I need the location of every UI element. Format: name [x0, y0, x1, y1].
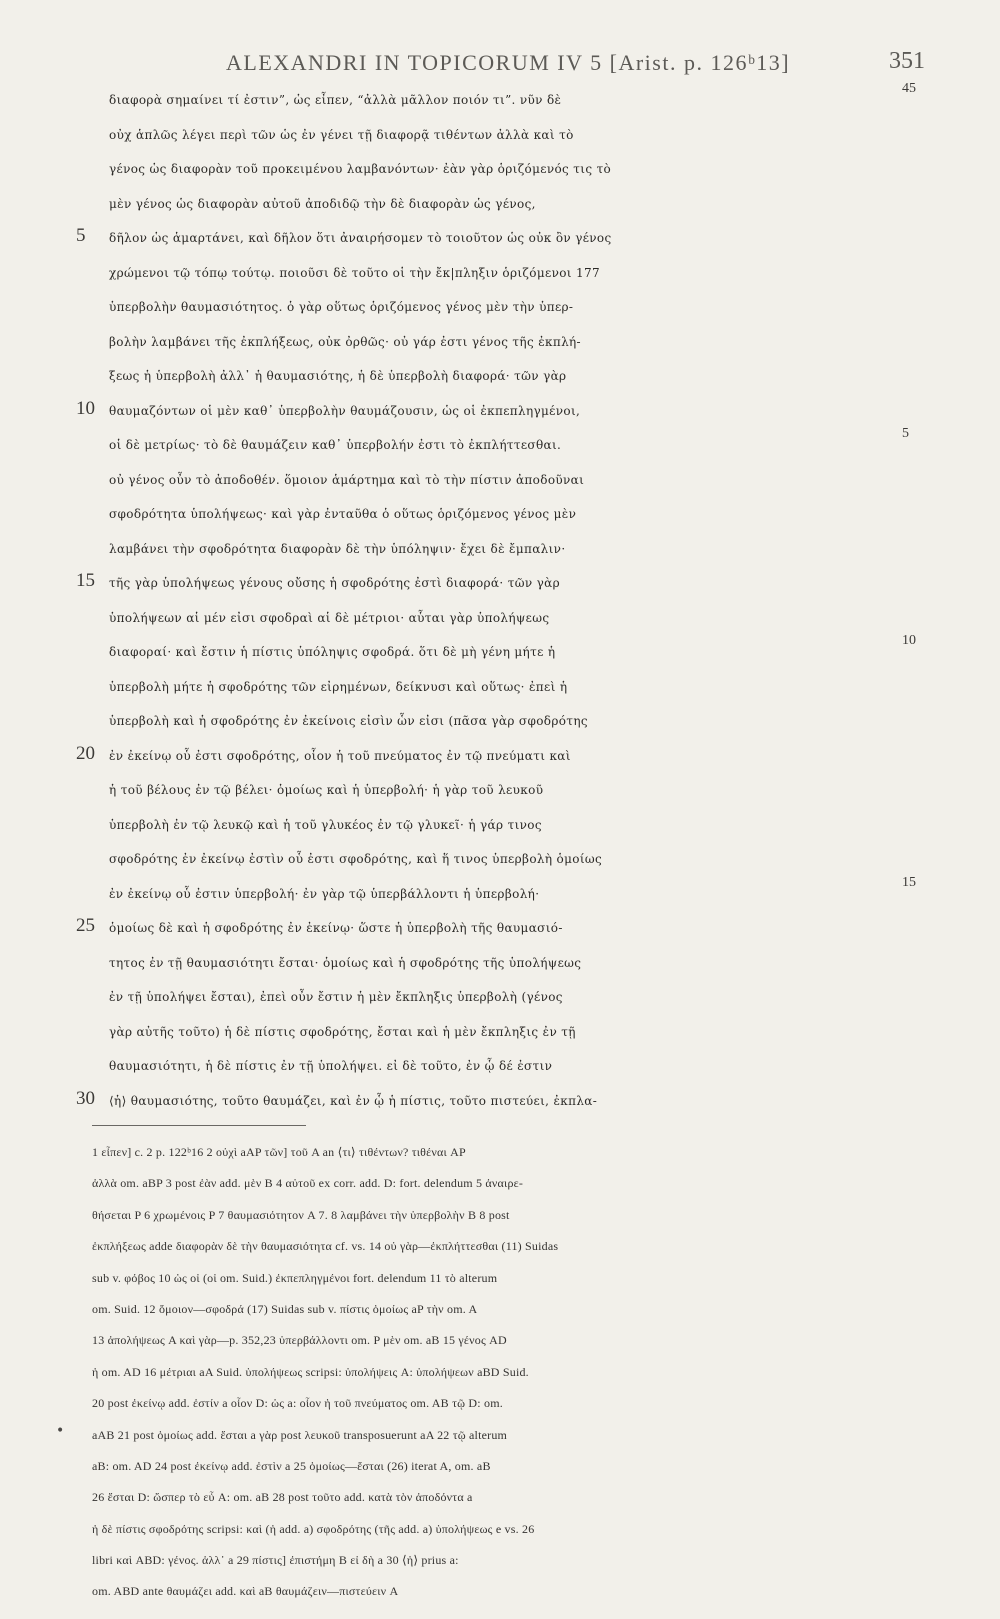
line-number: 15 [76, 570, 95, 591]
line-number: 10 [76, 397, 95, 419]
critical-apparatus [92, 1137, 952, 1608]
marginal-section-number: 5 [902, 426, 909, 441]
marginal-section-number: 45 [902, 81, 916, 96]
running-title: ALEXANDRI IN TOPICORUM IV 5 [Arist. p. 126ᵇ13] [226, 50, 791, 75]
text-line [0, 982, 1000, 1018]
line-text: ⟨ἡ⟩ θαυμασιότης, τοῦτο θαυμάζει, καὶ ἐν ᾧ ἡ πίστις, τοῦτο πιστεύει, ἐκπλα- [109, 1093, 598, 1108]
line-text: γένος ὡς διαφορὰν τοῦ προκειμένου λαμβανόντων· ἐὰν γὰρ ὁριζόμενός τις τὸ [109, 162, 612, 176]
text-line [0, 154, 1000, 190]
line-text: διαφοραί· καὶ ἔστιν ἡ πίστις ὑπόληψις σφοδρά. ὅτι δὲ μὴ γένη μήτε ἡ [109, 645, 556, 659]
apparatus-line: 13 ἀπολήψεως A καὶ γὰρ—p. 352,23 ὑπερβάλλοντι om. P μὲν om. aB 15 γένος AD [92, 1333, 507, 1348]
line-number: 20 [76, 742, 95, 764]
line-text: δῆλον ὡς ἁμαρτάνει, καὶ δῆλον ὅτι ἀναιρήσομεν τὸ τοιοῦτον ὡς οὐκ ὂν γένος [109, 231, 612, 245]
text-line [0, 948, 1000, 984]
page-header [0, 50, 1000, 90]
text-line [0, 1051, 1000, 1087]
marginal-section-number: 15 [902, 874, 916, 890]
text-line [0, 775, 1000, 811]
text-line [0, 534, 1000, 570]
text-line [0, 258, 1000, 294]
line-text: ἐν ἐκείνῳ οὗ ἐστιν ὑπερβολή· ἐν γὰρ τῷ ὑπερβάλλοντι ἡ ὑπερβολή· [109, 886, 540, 901]
text-line [0, 292, 1000, 328]
text-line [0, 1086, 1000, 1122]
line-text: ὑπερβολὴ ἐν τῷ λευκῷ καὶ ἡ τοῦ γλυκέος ἐν τῷ γλυκεῖ· ἡ γάρ τινος [109, 817, 542, 832]
margin-mark: • [56, 1423, 65, 1439]
apparatus-line: om. ABD ante θαυμάζει add. καὶ aB θαυμάζειν—πιστεύειν A [92, 1584, 399, 1599]
apparatus-line: aB: om. AD 24 post ἐκείνῳ add. ἐστὶν a 25 ὁμοίως—ἔσται (26) iterat A, om. aB [92, 1458, 491, 1473]
text-line [0, 361, 1000, 397]
line-text: θαυμαζόντων οἱ μὲν καθ᾽ ὑπερβολὴν θαυμάζουσιν, ὡς οἱ ἐκπεπληγμένοι, [109, 403, 581, 418]
apparatus-line: om. Suid. 12 ὅμοιον—σφοδρά (17) Suidas sub v. πίστις ὁμοίως aP τὴν om. A [92, 1301, 478, 1316]
line-number: 25 [76, 915, 95, 936]
footnote-rule [92, 1125, 306, 1126]
line-text: οἱ δὲ μετρίως· τὸ δὲ θαυμάζειν καθ᾽ ὑπερβολήν ἐστι τὸ ἐκπλήττεσθαι. [109, 438, 562, 452]
text-line [0, 327, 1000, 363]
text-line [0, 189, 1000, 225]
text-line [0, 741, 1000, 777]
line-text: διαφορὰ σημαίνει τί ἐστιν”, ὡς εἶπεν, “ἀλλὰ μᾶλλον ποιόν τι”. νῦν δὲ [109, 93, 562, 107]
line-text: ὁμοίως δὲ καὶ ἡ σφοδρότης ἐν ἐκείνῳ· ὥστε ἡ ὑπερβολὴ τῆς θαυμασιό- [109, 921, 563, 935]
apparatus-line: ἐκπλήξεως adde διαφορὰν δὲ τὴν θαυμασιότητα cf. vs. 14 οὐ γὰρ—ἐκπλήττεσθαι (11) Suidas [92, 1239, 559, 1254]
text-line [0, 874, 1000, 915]
text-line [0, 81, 1000, 121]
line-text: ὑπερβολὴν θαυμασιότητος. ὁ γὰρ οὕτως ὁριζόμενος γένος μὲν τὴν ὑπερ- [109, 300, 574, 314]
text-line [0, 499, 1000, 535]
text-line [0, 672, 1000, 708]
line-text: οὐ γένος οὖν τὸ ἀποδοθέν. ὅμοιον ἁμάρτημα καὶ τὸ τὴν πίστιν ἀποδοῦναι [109, 472, 585, 487]
text-line [0, 1017, 1000, 1053]
line-text: ὑπολήψεων αἱ μέν εἰσι σφοδραὶ αἱ δὲ μέτριοι· αὗται γὰρ ὑπολήψεως [109, 610, 550, 625]
line-text: γὰρ αὐτῆς τοῦτο) ἡ δὲ πίστις σφοδρότης, ἔσται καὶ ἡ μὲν ἔκπληξις ἐν τῇ [109, 1024, 576, 1039]
apparatus-line: 26 ἔσται D: ὥσπερ τὸ εὖ A: om. aB 28 post τοῦτο add. κατὰ τὸν ἀποδόντα a [92, 1490, 473, 1505]
text-line [0, 810, 1000, 846]
line-text: ἡ τοῦ βέλους ἐν τῷ βέλει· ὁμοίως καὶ ἡ ὑπερβολή· ἡ γὰρ τοῦ λευκοῦ [109, 783, 544, 797]
apparatus-line: 20 post ἐκείνῳ add. ἐστίν a οἷον D: ὡς a: οἷον ἡ τοῦ πνεύματος om. AB τῷ D: om. [92, 1396, 503, 1411]
marginal-section-number: 10 [902, 633, 916, 648]
line-text: τητος ἐν τῇ θαυμασιότητι ἔσται· ὁμοίως καὶ ἡ σφοδρότης τῆς ὑπολήψεως [109, 955, 582, 970]
text-line [0, 120, 1000, 156]
line-text: σφοδρότητα ὑπολήψεως· καὶ γὰρ ἐνταῦθα ὁ οὕτως ὁριζόμενος γένος μὲν [109, 507, 577, 521]
line-text: ὑπερβολὴ καὶ ἡ σφοδρότης ἐν ἐκείνοις εἰσὶν ὧν εἰσι (πᾶσα γὰρ σφοδρότης [109, 714, 588, 728]
text-line [0, 426, 1000, 466]
text-line [0, 568, 1000, 604]
text-line [0, 603, 1000, 639]
apparatus-line: sub v. φόβος 10 ὡς οἱ (οἱ om. Suid.) ἐκπεπληγμένοι fort. delendum 11 τὸ alterum [92, 1270, 498, 1285]
text-line [0, 223, 1000, 259]
line-text: σφοδρότης ἐν ἐκείνῳ ἐστὶν οὗ ἐστι σφοδρότης, καὶ ἥ τινος ὑπερβολὴ ὁμοίως [109, 852, 603, 866]
text-line [0, 633, 1000, 673]
apparatus-line: aAB 21 post ὁμοίως add. ἔσται a γὰρ post λευκοῦ transposuerunt aA 22 τῷ alterum [92, 1427, 508, 1442]
apparatus-line: ἡ δὲ πίστις σφοδρότης scripsi: καὶ (ἡ add. a) σφοδρότης (τῆς add. a) ὑπολήψεως e vs. 26 [92, 1521, 535, 1536]
text-line [0, 844, 1000, 880]
text-line [0, 913, 1000, 949]
line-text: οὐχ ἁπλῶς λέγει περὶ τῶν ὡς ἐν γένει τῇ διαφορᾷ τιθέντων ἀλλὰ καὶ τὸ [109, 127, 574, 142]
line-text: χρώμενοι τῷ τόπῳ τούτῳ. ποιοῦσι δὲ τοῦτο οἱ τὴν ἔκ|πληξιν ὁριζόμενοι 177 [109, 265, 600, 280]
line-text: ὑπερβολὴ μήτε ἡ σφοδρότης τῶν εἰρημένων, δείκνυσι καὶ οὕτως· ἐπεὶ ἡ [109, 679, 568, 694]
line-text: ξεως ἡ ὑπερβολὴ ἀλλ᾽ ἡ θαυμασιότης, ἡ δὲ ὑπερβολὴ διαφορά· τῶν γὰρ [109, 369, 567, 383]
line-text: τῆς γὰρ ὑπολήψεως γένους οὔσης ἡ σφοδρότης ἐστὶ διαφορά· τῶν γὰρ [109, 576, 561, 590]
line-number: 5 [76, 225, 86, 246]
apparatus-line: θήσεται P 6 χρωμένοις P 7 θαυμασιότητον A 7. 8 λαμβάνει τὴν ὑπερβολὴν B 8 post [92, 1207, 510, 1222]
apparatus-line: ἡ om. AD 16 μέτριαι aA Suid. ὑπολήψεως scripsi: ὑπολήψεις A: ὑπολήψεων aBD Suid. [92, 1364, 529, 1379]
text-line [0, 396, 1000, 432]
line-text: βολὴν λαμβάνει τῆς ἐκπλήξεως, οὐκ ὀρθῶς· οὐ γάρ ἐστι γένος τῆς ἐκπλή- [109, 334, 581, 349]
apparatus-line: 1 εἶπεν] c. 2 p. 122ᵇ16 2 οὐχὶ aAP τῶν] τοῦ A an ⟨τι⟩ τιθέντων? τιθέναι AP [92, 1145, 466, 1159]
line-text: λαμβάνει τὴν σφοδρότητα διαφορὰν δὲ τὴν ὑπόληψιν· ἔχει δὲ ἔμπαλιν· [109, 541, 566, 556]
line-text: θαυμασιότητι, ἡ δὲ πίστις ἐν τῇ ὑπολήψει. εἰ δὲ τοῦτο, ἐν ᾧ δέ ἐστιν [109, 1059, 553, 1073]
text-line [0, 465, 1000, 501]
line-text: ἐν ἐκείνῳ οὗ ἐστι σφοδρότης, οἷον ἡ τοῦ πνεύματος ἐν τῷ πνεύματι καὶ [109, 748, 571, 763]
page-number: 351 [889, 48, 925, 74]
apparatus-line: libri καὶ ABD: γένος. ἀλλ᾽ a 29 πίστις] ἐπιστήμη B εἰ δὴ a 30 ⟨ἡ⟩ prius a: [92, 1553, 459, 1568]
line-text: ἐν τῇ ὑπολήψει ἔσται), ἐπεὶ οὖν ἔστιν ἡ μὲν ἔκπληξις ὑπερβολὴ (γένος [109, 990, 563, 1004]
text-line [0, 706, 1000, 742]
line-number: 30 [76, 1087, 95, 1109]
apparatus-line: ἀλλὰ om. aBP 3 post ἐὰν add. μὲν B 4 αὐτοῦ ex corr. add. D: fort. delendum 5 ἀναιρε- [92, 1176, 524, 1191]
line-text: μὲν γένος ὡς διαφορὰν αὐτοῦ ἀποδιδῷ τὴν δὲ διαφορὰν ὡς γένος, [109, 196, 536, 211]
